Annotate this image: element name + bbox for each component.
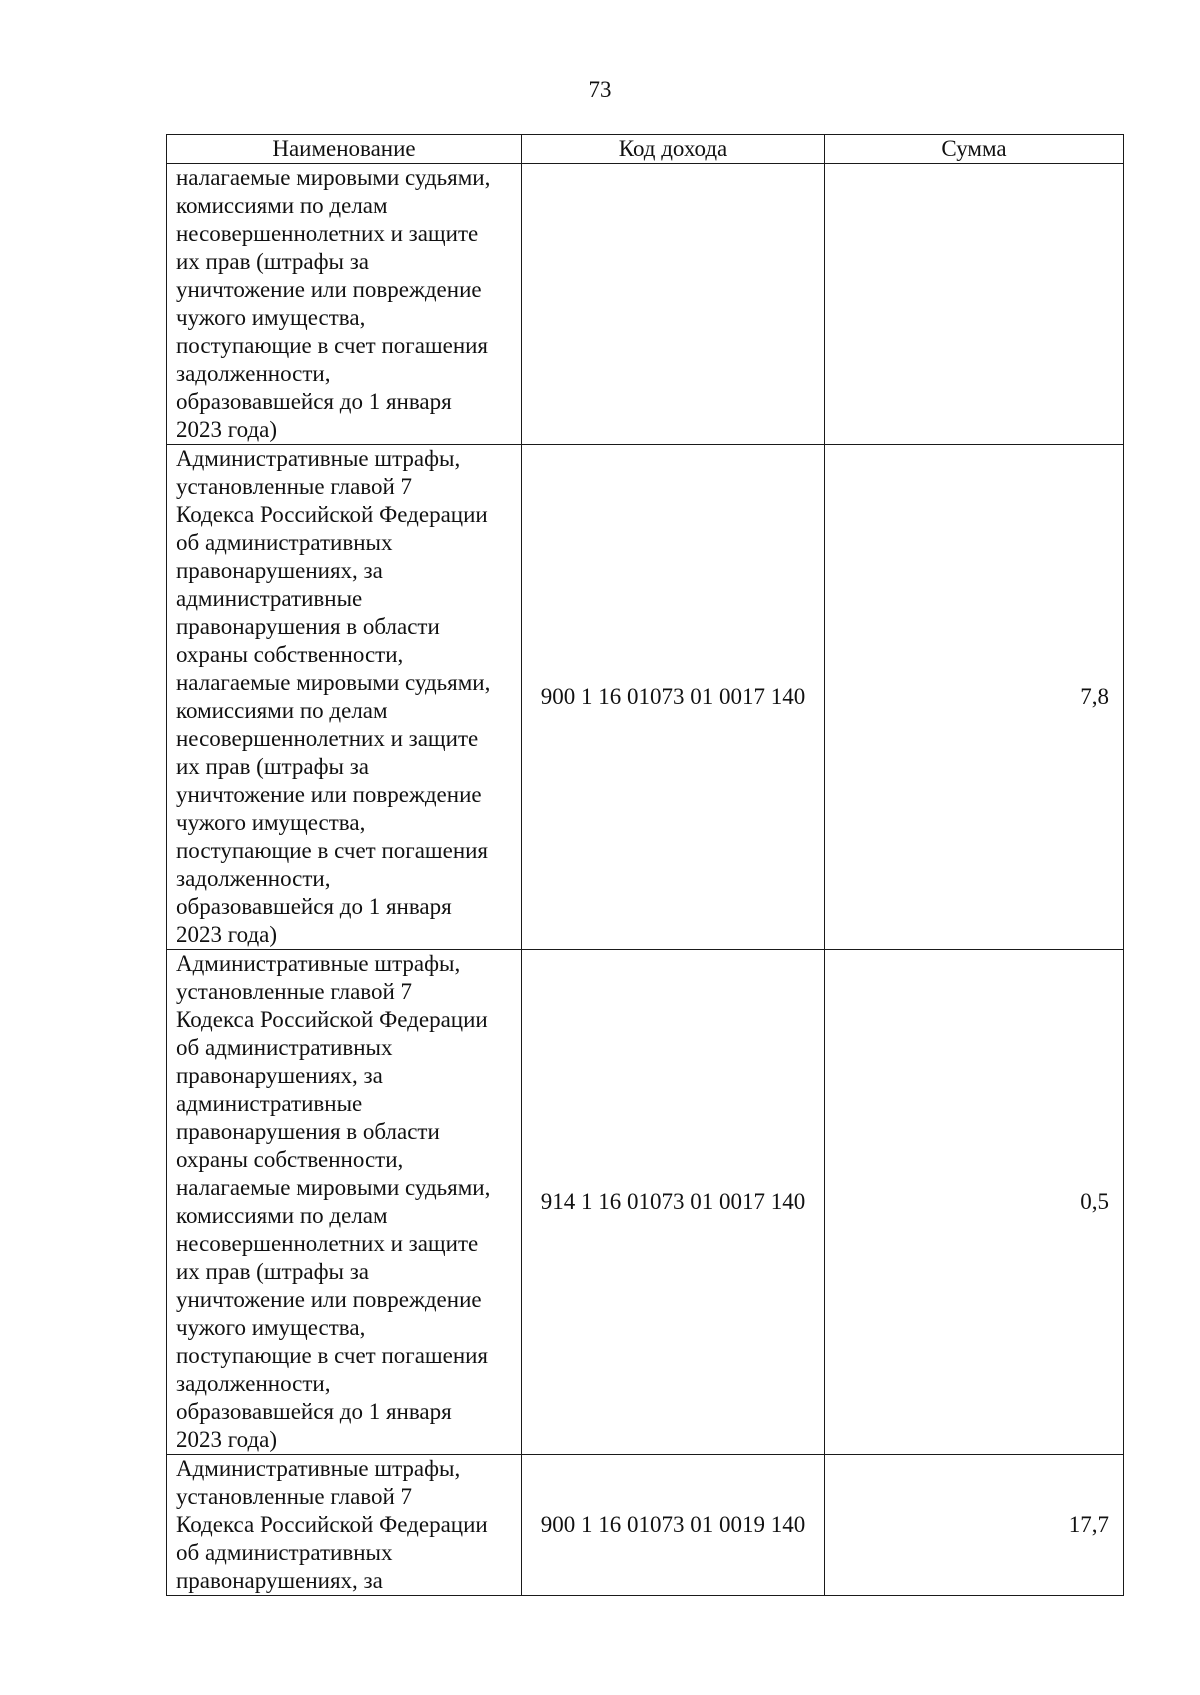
row-name-cell: налагаемые мировыми судьями, комиссиями по делам несовершеннолетних и защите их прав (штрафы за уничтожение или повреждение чужого имущества, поступающие в счет погашения задолженности, образовавшейся до 1 января 2023 года) (167, 164, 522, 445)
header-code: Код дохода (522, 135, 825, 164)
row-sum-cell: 0,5 (825, 950, 1124, 1455)
row-code-cell: 900 1 16 01073 01 0019 140 (522, 1455, 825, 1596)
row-code-cell (522, 164, 825, 445)
row-name-cell: Административные штрафы, установленные главой 7 Кодекса Российской Федерации об административных правонарушениях, за административные правонарушения в области охраны собственности, налагаемые мировыми судьями, комиссиями по делам несовершеннолетних и защите их прав (штрафы за уничтожение или повреждение чужого имущества, поступающие в счет погашения задолженности, образовавшейся до 1 января 2023 года) (167, 445, 522, 950)
row-code-cell: 914 1 16 01073 01 0017 140 (522, 950, 825, 1455)
table-row (167, 164, 1124, 445)
row-sum-cell: 7,8 (825, 445, 1124, 950)
table-header-row (167, 135, 1124, 164)
row-name-cell: Административные штрафы, установленные главой 7 Кодекса Российской Федерации об административных правонарушениях, за (167, 1455, 522, 1596)
header-name: Наименование (167, 135, 522, 164)
row-name-cell: Административные штрафы, установленные главой 7 Кодекса Российской Федерации об административных правонарушениях, за административные правонарушения в области охраны собственности, налагаемые мировыми судьями, комиссиями по делам несовершеннолетних и защите их прав (штрафы за уничтожение или повреждение чужого имущества, поступающие в счет погашения задолженности, образовавшейся до 1 января 2023 года) (167, 950, 522, 1455)
table-row (167, 445, 1124, 950)
revenue-table (166, 134, 1124, 1596)
row-code-cell: 900 1 16 01073 01 0017 140 (522, 445, 825, 950)
table-row (167, 1455, 1124, 1596)
row-sum-cell: 17,7 (825, 1455, 1124, 1596)
header-sum: Сумма (825, 135, 1124, 164)
table-row (167, 950, 1124, 1455)
row-sum-cell (825, 164, 1124, 445)
page-number: 73 (588, 77, 612, 102)
